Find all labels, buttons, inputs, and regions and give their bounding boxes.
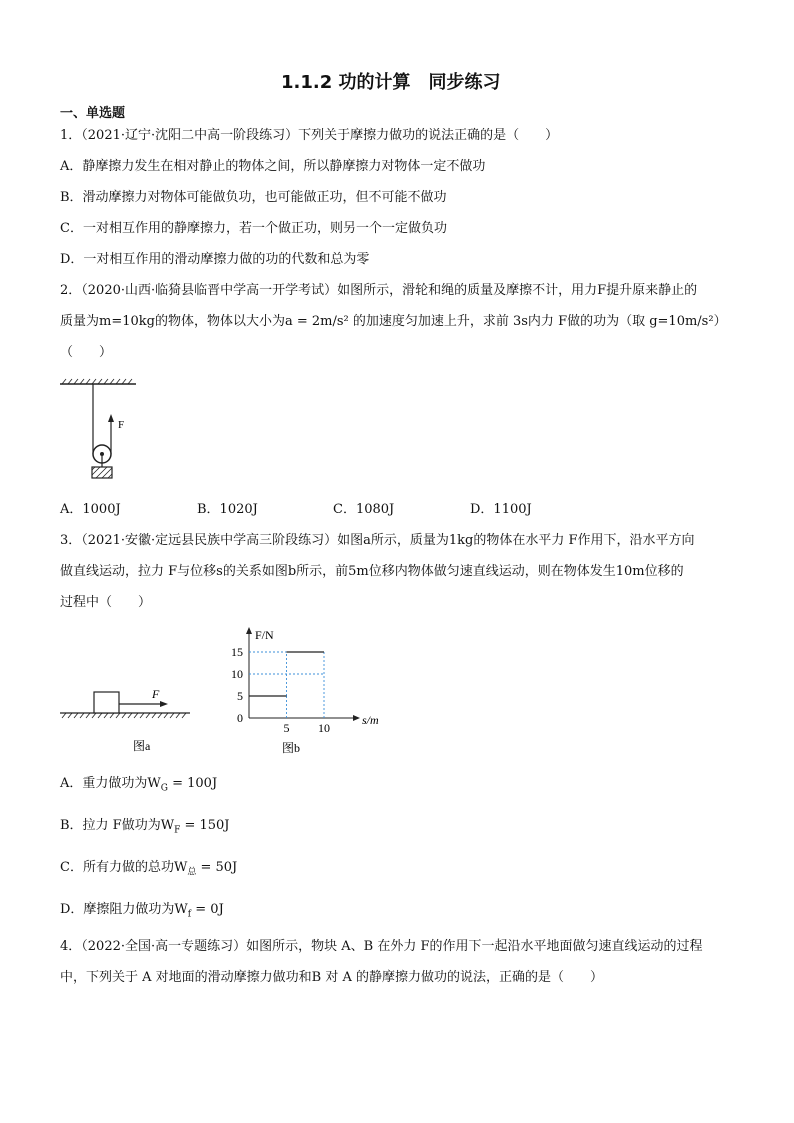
q3-option-b (60, 818, 230, 839)
q3-option-b-sub: F (174, 825, 181, 836)
page-title: 1.1.2 功的计算 同步练习 (281, 72, 501, 93)
q3-option-a-text: A．重力做功为W (60, 776, 161, 791)
q2-option-d: D．1100J (470, 502, 532, 517)
y-tick-label: 5 (237, 689, 243, 703)
y-tick-label: 0 (237, 711, 243, 725)
q3-option-c-value: = 50J (196, 860, 238, 875)
x-tick-label: 5 (283, 721, 290, 735)
q3-option-b-value: = 150J (180, 818, 230, 833)
pulley-figure (58, 378, 148, 493)
q3-option-b-text: B．拉力 F做功为W (60, 818, 175, 833)
q2-stem-line1: 2．（2020·山西·临猗县临晋中学高一开学考试）如图所示，滑轮和绳的质量及摩擦不计，用力F提升原来静止的 (60, 283, 698, 298)
q3-option-a-sub: G (160, 783, 168, 794)
q1-option-b: B．滑动摩擦力对物体可能做负功，也可能做正功，但不可能不做功 (60, 190, 447, 205)
q4-stem-line2: 中，下列关于 A 对地面的滑动摩擦力做功和B 对 A 的静摩擦力做功的说法，正确的是（ ） (60, 970, 603, 985)
q3-stem-line2: 做直线运动，拉力 F与位移s的关系如图b所示，前5m位移内物体做匀速直线运动，则在物体发生10m位移的 (60, 564, 684, 579)
x-axis-label: s/m (362, 713, 379, 727)
q3-option-a-value: = 100J (167, 776, 218, 791)
x-tick-label: 10 (318, 721, 330, 735)
q3-option-d (60, 902, 224, 923)
q1-option-a: A．静摩擦力发生在相对静止的物体之间，所以静摩擦力对物体一定不做功 (60, 159, 486, 174)
q3-option-d-text: D．摩擦阻力做功为W (60, 902, 188, 917)
fig-a-caption: 图a (133, 739, 151, 753)
q4-stem-line1: 4．（2022·全国·高一专题练习）如图所示，物块 A、B 在外力 F的作用下一起沿水平地面做匀速直线运动的过程 (60, 939, 703, 954)
q2-stem-line3: （ ） (60, 345, 113, 360)
section-heading: 一、单选题 (60, 106, 126, 121)
q1-option-c: C．一对相互作用的静摩擦力，若一个做正功，则另一个一定做负功 (60, 221, 447, 236)
q3-option-c-sub: 总 (187, 867, 197, 878)
q3-option-c-text: C．所有力做的总功W (60, 860, 188, 875)
q1-stem: 1．（2021·辽宁·沈阳二中高一阶段练习）下列关于摩擦力做功的说法正确的是（ ） (60, 128, 559, 143)
y-axis-arrow (246, 627, 252, 634)
q3-option-d-sub: f (187, 909, 192, 920)
q3-option-d-value: = 0J (191, 902, 224, 917)
y-tick-label: 15 (231, 645, 243, 659)
q2-option-b: B．1020J (197, 502, 258, 517)
q2-option-c: C．1080J (333, 502, 395, 517)
y-tick-label: 10 (231, 667, 243, 681)
y-axis-label: F/N (255, 628, 274, 642)
force-label: F (118, 419, 125, 431)
figure-a (58, 680, 198, 760)
fig-a-force-label: F (152, 687, 160, 701)
q3-option-c (60, 860, 237, 881)
q2-option-a: A．1000J (60, 502, 121, 517)
fig-b-caption: 图b (282, 741, 301, 755)
q3-stem-line1: 3．（2021·安徽·定远县民族中学高三阶段练习）如图a所示，质量为1kg的物体在水平力 F作用下，沿水平方向 (60, 533, 695, 548)
q2-stem-line2: 质量为m=10kg的物体，物体以大小为a = 2m/s² 的加速度匀加速上升，求前 3s内力 F做的功为（取 g=10m/s²） (60, 314, 727, 329)
q3-option-a (60, 776, 217, 797)
q3-stem-line3: 过程中（ ） (60, 595, 152, 610)
x-axis-arrow (353, 715, 360, 721)
figure-b-chart (225, 624, 395, 760)
q1-option-d: D．一对相互作用的滑动摩擦力做的功的代数和总为零 (60, 252, 370, 267)
